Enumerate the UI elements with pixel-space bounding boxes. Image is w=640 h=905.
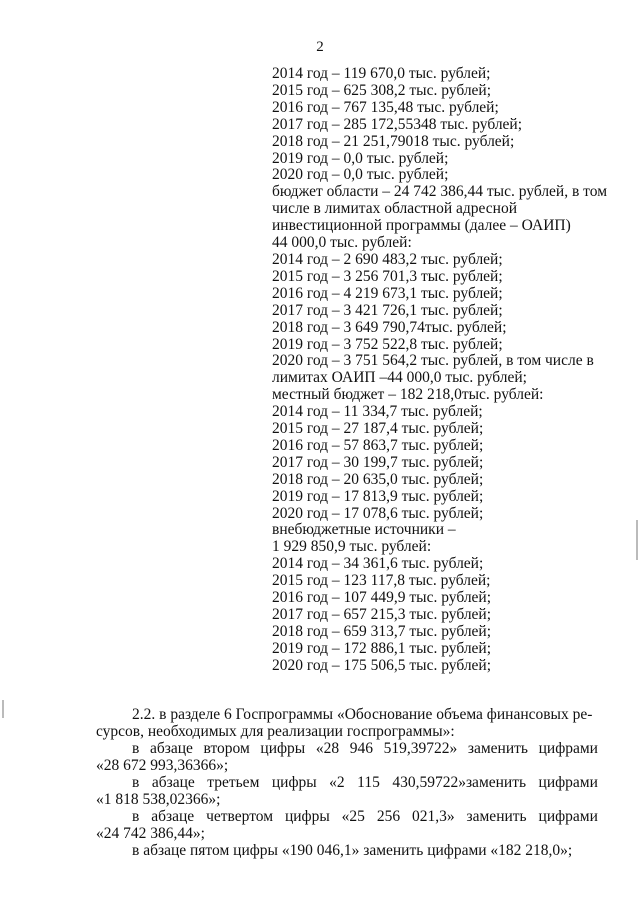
word: цифры <box>260 740 306 757</box>
word: абзаце <box>149 740 193 757</box>
word: цифры <box>271 774 317 791</box>
paragraph-fifth-abzats-line-1: в абзаце пятом цифры «190 046,1» заменить цифрами «182 218,0»; <box>132 842 573 859</box>
funding-line: 2016 год – 57 863,7 тыс. рублей; <box>272 436 484 454</box>
word: цифрами <box>538 808 598 825</box>
word: в <box>132 774 140 791</box>
word: цифры <box>284 808 330 825</box>
funding-line: 2016 год – 767 135,48 тыс. рублей; <box>272 98 499 116</box>
section-heading-line-2: сурсов, необходимых для реализации госпрограммы»: <box>96 723 455 740</box>
word: втором <box>203 740 250 757</box>
funding-line: внебюджетные источники – <box>272 521 456 539</box>
section-heading-line-1: 2.2. в разделе 6 Госпрограммы «Обоснование объема финансовых ре- <box>132 706 593 723</box>
section-heading-paragraph <box>96 706 598 740</box>
word: цифрами <box>538 740 598 757</box>
funding-line: 2015 год – 3 256 701,3 тыс. рублей; <box>272 267 503 285</box>
funding-line: 2015 год – 123 117,8 тыс. рублей; <box>272 572 491 590</box>
word: 430,59722»заменить <box>392 774 527 791</box>
word: в <box>132 740 140 757</box>
funding-line: 2018 год – 3 649 790,74тыс. рублей; <box>272 318 507 336</box>
word: цифрами <box>538 774 598 791</box>
funding-line: 2020 год – 17 078,6 тыс. рублей; <box>272 504 484 522</box>
funding-line: 2014 год – 2 690 483,2 тыс. рублей; <box>272 250 503 268</box>
paragraph-second-abzats-line-1 <box>96 740 598 757</box>
funding-line: 2018 год – 20 635,0 тыс. рублей; <box>272 470 484 488</box>
funding-line: 2018 год – 659 313,7 тыс. рублей; <box>272 622 492 640</box>
funding-line: 2016 год – 4 219 673,1 тыс. рублей; <box>272 284 503 302</box>
funding-line: 2015 год – 625 308,2 тыс. рублей; <box>272 81 492 99</box>
word: абзаце <box>151 774 195 791</box>
funding-line: 2014 год – 34 361,6 тыс. рублей; <box>272 555 484 573</box>
funding-line: 2020 год – 3 751 564,2 тыс. рублей, в том числе в <box>272 352 594 370</box>
paragraph-second-abzats-line-2: «28 672 993,36366»; <box>96 757 229 774</box>
funding-line: 2014 год – 119 670,0 тыс. рублей; <box>272 65 491 82</box>
word: в <box>132 808 140 825</box>
funding-line: 2017 год – 657 215,3 тыс. рублей; <box>272 606 492 623</box>
word: заменить <box>466 808 527 825</box>
word: 256 <box>376 808 401 825</box>
funding-line: 2017 год – 285 172,55348 тыс. рублей; <box>272 115 523 133</box>
paragraph-second-abzats <box>96 740 598 774</box>
funding-breakdown <box>272 66 612 675</box>
paragraph-fifth-abzats <box>96 842 598 859</box>
word: заменить <box>467 740 528 757</box>
funding-line: 2014 год – 11 334,7 тыс. рублей; <box>272 403 483 421</box>
funding-line: лимитах ОАИП –44 000,0 тыс. рублей; <box>272 369 527 387</box>
word: «28 <box>315 740 340 757</box>
scan-edge-mark <box>2 700 4 718</box>
funding-line: местный бюджет – 182 218,0тыс. рублей: <box>272 386 544 404</box>
word: четвертом <box>206 808 274 825</box>
funding-line: 2019 год – 0,0 тыс. рублей; <box>272 149 449 167</box>
scan-edge-mark <box>636 520 638 560</box>
paragraph-third-abzats-line-2: «1 818 538,02366»; <box>96 791 221 808</box>
funding-line: 2020 год – 0,0 тыс. рублей; <box>272 166 449 184</box>
word: 946 <box>349 740 373 757</box>
funding-line: 2019 год – 17 813,9 тыс. рублей; <box>272 487 484 505</box>
word: 115 <box>357 774 380 791</box>
funding-line: 2017 год – 3 421 726,1 тыс. рублей; <box>272 301 503 319</box>
word: 021,3» <box>411 808 455 825</box>
funding-line: 2020 год – 175 506,5 тыс. рублей; <box>272 656 492 674</box>
funding-line: числе в лимитах областной адресной <box>272 200 517 218</box>
paragraph-fourth-abzats-line-2: «24 742 386,44»; <box>96 825 205 842</box>
word: 519,39722» <box>383 740 458 757</box>
funding-line: 2017 год – 30 199,7 тыс. рублей; <box>272 453 484 471</box>
paragraph-fourth-abzats-line-1 <box>96 808 598 825</box>
funding-line: 44 000,0 тыс. рублей: <box>272 234 412 252</box>
funding-line: 2016 год – 107 449,9 тыс. рублей; <box>272 589 492 607</box>
funding-line: 2019 год – 172 886,1 тыс. рублей; <box>272 639 492 657</box>
paragraph-third-abzats-line-1 <box>96 774 598 791</box>
paragraph-fourth-abzats <box>96 808 598 842</box>
word: «2 <box>329 774 345 791</box>
word: абзаце <box>151 808 195 825</box>
paragraph-third-abzats <box>96 774 598 808</box>
page-number: 2 <box>316 39 324 55</box>
funding-line: бюджет области – 24 742 386,44 тыс. рублей, в том <box>272 183 608 201</box>
funding-line: 2019 год – 3 752 522,8 тыс. рублей; <box>272 335 503 353</box>
funding-line: инвестиционной программы (далее – ОАИП) <box>272 217 571 235</box>
funding-line: 1 929 850,9 тыс. рублей: <box>272 538 432 556</box>
funding-line: 2015 год – 27 187,4 тыс. рублей; <box>272 420 484 438</box>
word: третьем <box>207 774 260 791</box>
word: «25 <box>341 808 365 825</box>
funding-line: 2018 год – 21 251,79018 тыс. рублей; <box>272 132 515 150</box>
